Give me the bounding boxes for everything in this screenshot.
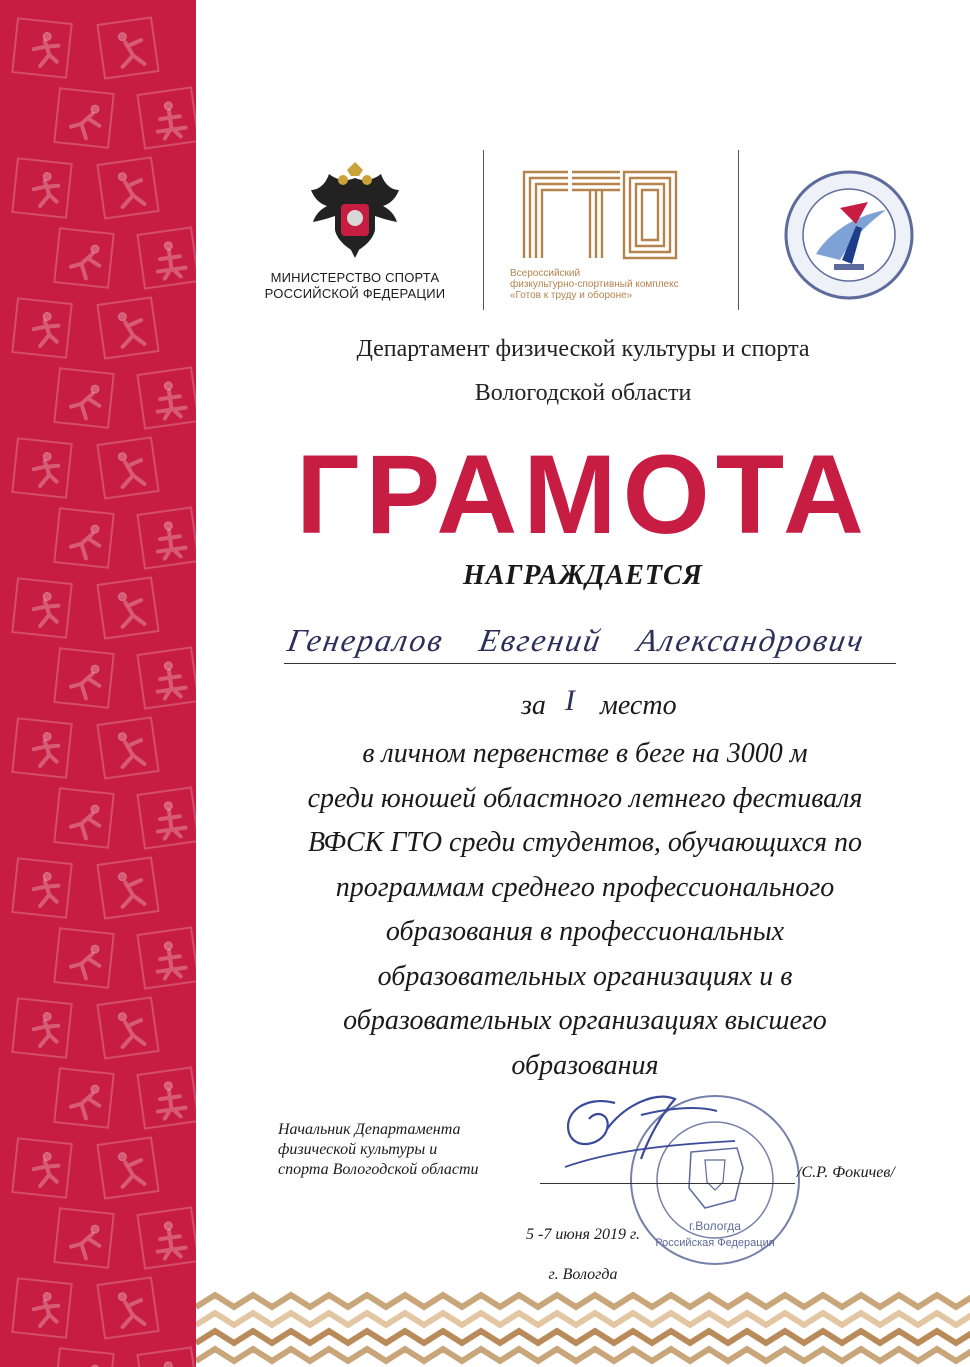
athlete-icon [150,97,191,142]
ministry-name: МИНИСТЕРСТВО СПОРТА РОССИЙСКОЙ ФЕДЕРАЦИИ [264,270,446,301]
sport-pictogram-tile [96,156,159,219]
sport-pictogram-tile [136,506,196,569]
recipient-name: Генералов Евгений Александрович [284,622,868,658]
chevron-row [196,1331,970,1343]
federation-seal-icon [782,168,916,302]
reason-line: ВФСК ГТО среди студентов, обучающихся по [307,827,863,858]
place-value: I [565,684,575,717]
athlete-icon [66,1218,106,1262]
sport-pictogram-tile [136,86,196,149]
athlete-icon [150,517,191,562]
athlete-icon [24,588,64,632]
sport-pictogram-tile [96,996,159,1059]
award-reason [250,732,920,1088]
decorative-chevron-band [196,1285,970,1367]
sport-pictogram-tile [96,576,159,639]
place-prefix: за [521,690,546,721]
sport-pictogram-tile [11,17,73,79]
athlete-icon [66,378,106,422]
sport-pictogram-tile [53,227,115,289]
sport-pictogram-tile [96,1276,159,1339]
athlete-icon [24,728,64,772]
athlete-icon [24,308,64,352]
athlete-icon [66,518,106,562]
sport-pictogram-tile [96,856,159,919]
reason-line: программам среднего профессионального [335,871,835,903]
reason-line: в личном первенстве в беге на 3000 м [362,738,808,769]
ministry-logo [250,160,460,310]
athlete-icon [66,658,106,702]
event-city: г. Вологда [548,1266,618,1283]
athlete-icon [66,798,106,842]
athlete-icon [24,868,64,912]
athlete-icon [110,1147,151,1192]
reason-line: образования в профессиональных [385,916,785,947]
athlete-icon [110,167,151,212]
athlete-icon [110,727,151,772]
athlete-icon [110,1007,151,1052]
athlete-icon [110,867,151,912]
sport-pictogram-tile [11,857,73,919]
double-headed-eagle-icon [307,160,403,260]
sport-pictogram-tile [53,367,115,429]
sport-pictogram-tile [11,1277,73,1339]
athlete-icon [150,937,191,982]
sport-pictogram-tile [53,87,115,149]
athlete-icon [66,938,106,982]
athlete-icon [24,1008,64,1052]
sport-pictogram-tile [136,646,196,709]
athlete-icon [110,447,151,492]
sport-pictogram-tile [53,1067,115,1129]
reason-line: образовательных организациях и в [377,960,793,992]
event-date: 5 -7 июня 2019 г. [525,1226,640,1243]
signer-name: /С.Р. Фокичев/ [797,1164,895,1181]
handwritten-signature [545,1085,745,1185]
sport-pictogram-tile [11,577,73,639]
reason-line: образования [511,1049,659,1081]
gto-caption: Всероссийский физкультурно-спортивный комплекс «Готов к труду и обороне» [510,268,679,301]
sport-pictogram-tile [96,1136,159,1199]
athlete-icon [150,1217,191,1262]
sport-pictogram-tile [136,1206,196,1269]
athlete-icon [150,657,191,702]
athlete-icon [110,307,151,352]
sport-pictogram-tile [53,1207,115,1269]
athlete-icon [150,1357,191,1367]
sport-pictogram-tile [136,226,196,289]
sport-pictogram-tile [53,647,115,709]
signer-title: Начальник Департамента физической культуры и спорта Вологодской области [278,1121,479,1178]
sport-pictogram-tile [136,926,196,989]
awarded-label: НАГРАЖДАЕТСЯ [463,560,703,591]
athlete-icon [150,377,191,422]
sport-pictogram-tile [136,366,196,429]
sport-pictogram-tile [11,1137,73,1199]
department-region: Вологодской области [474,380,692,406]
certificate-title: ГРАМОТА [296,432,870,557]
sport-pictogram-tile [53,927,115,989]
athlete-icon [66,238,106,282]
logo-divider [738,150,739,310]
sport-pictogram-tile [96,436,159,499]
athlete-icon [110,1287,151,1332]
sport-pictogram-tile [53,787,115,849]
athlete-icon [150,1077,191,1122]
gto-logo [508,168,718,308]
sport-pictogram-tile [11,297,73,359]
athlete-icon [24,168,64,212]
athlete-icon [66,1078,106,1122]
athlete-icon [150,237,191,282]
sport-pictogram-tile [11,717,73,779]
decorative-sports-stripe [0,0,196,1367]
reason-line: образовательных организациях высшего [343,1005,827,1036]
athlete-icon [24,1148,64,1192]
sport-pictogram-tile [96,716,159,779]
reason-line: среди юношей областного летнего фестиваля [307,782,863,814]
athlete-icon [24,1288,64,1332]
chevron-row [196,1313,970,1325]
sport-pictogram-tile [136,1066,196,1129]
sport-pictogram-tile [11,157,73,219]
sport-pictogram-tile [96,296,159,359]
athlete-icon [150,797,191,842]
sport-pictogram-tile [11,997,73,1059]
sport-pictogram-tile [53,507,115,569]
stamp-city: г.Вологда [689,1219,741,1233]
athlete-icon [24,448,64,492]
department-name: Департамент физической культуры и спорта [356,336,810,362]
athlete-icon [110,587,151,632]
stamp-country: Российская Федерация [655,1237,775,1249]
sport-pictogram-tile [136,786,196,849]
logo-divider [483,150,484,310]
signature-line [540,1183,795,1184]
athlete-icon [66,1358,106,1367]
chevron-row [196,1295,970,1307]
athlete-icon [110,27,151,72]
athlete-icon [24,28,64,72]
gto-mark-icon [520,168,680,260]
athlete-icon [66,98,106,142]
place-suffix: место [600,690,677,721]
chevron-row [196,1349,970,1361]
name-underline [284,663,896,664]
sport-pictogram-tile [96,16,159,79]
sport-pictogram-tile [53,1347,115,1367]
sport-pictogram-tile [136,1346,196,1367]
sport-pictogram-tile [11,437,73,499]
